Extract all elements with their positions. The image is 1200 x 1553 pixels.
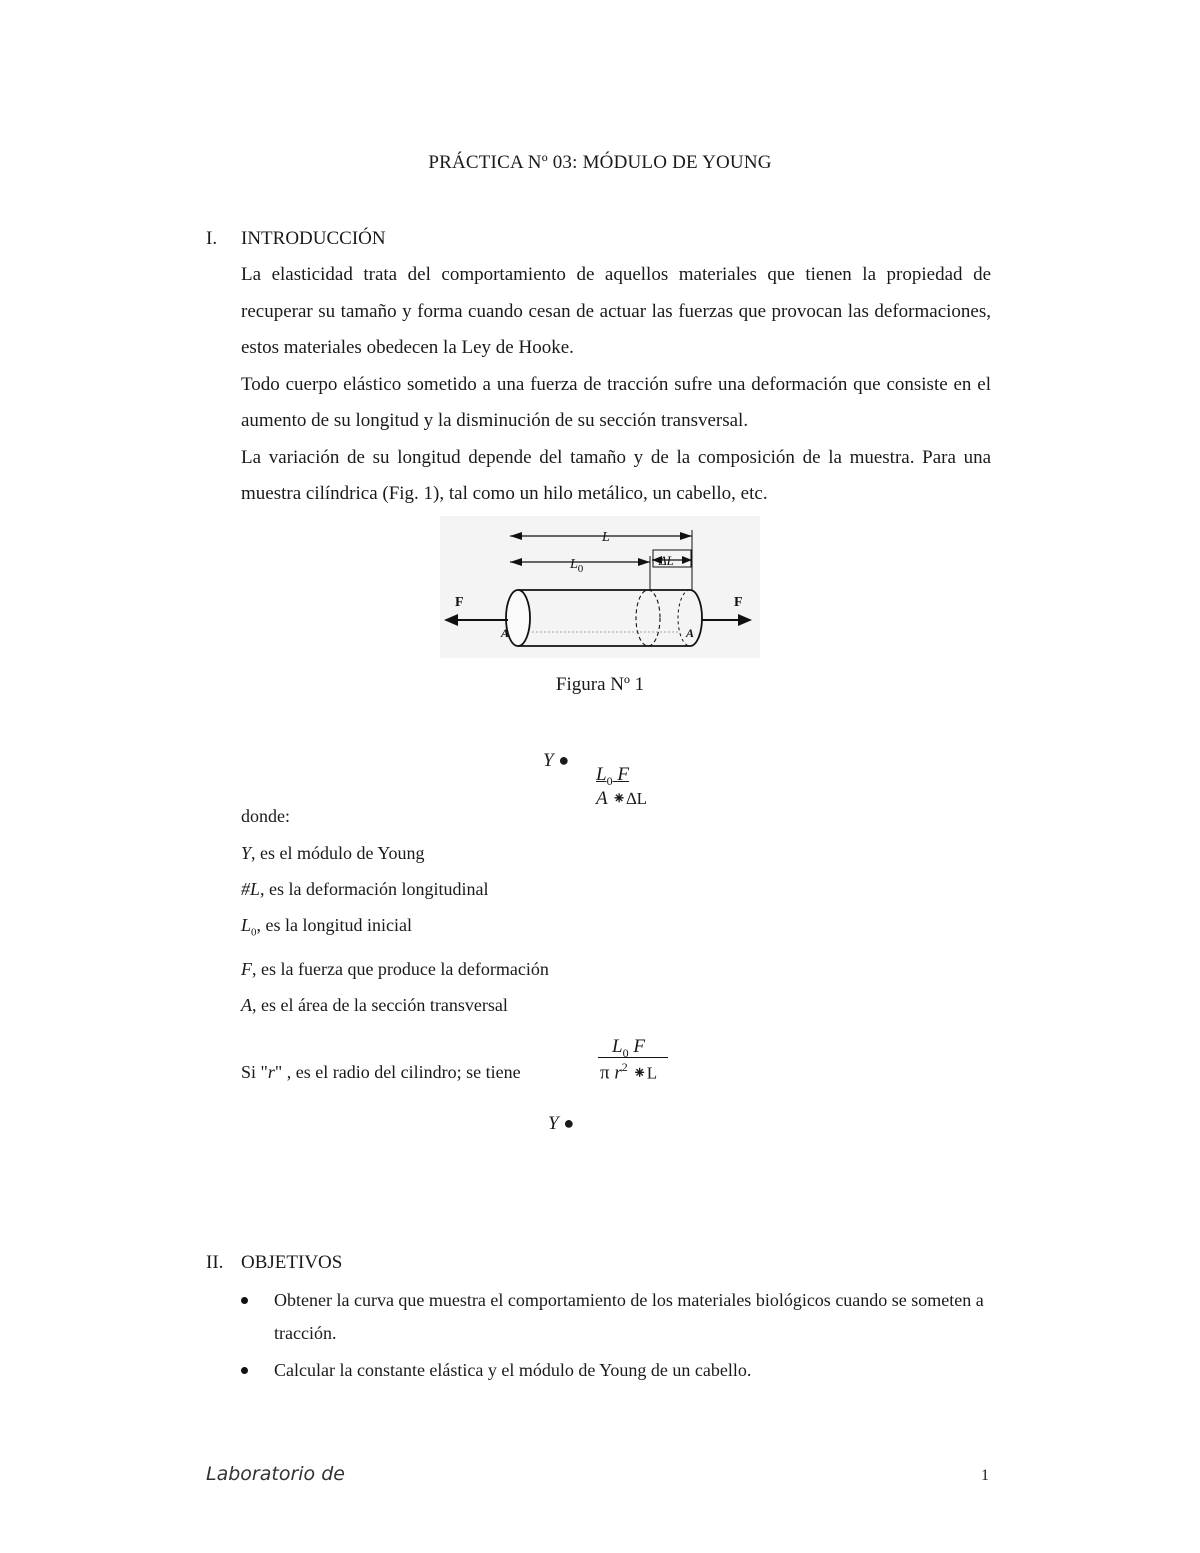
radius-sentence: Si "r" , es el radio del cilindro; se tiene	[241, 1062, 521, 1082]
equation-2-operator: ●	[563, 1113, 575, 1133]
force-label-right: F	[734, 595, 743, 610]
area-label-left: A	[501, 626, 510, 640]
intro-paragraph-1: La elasticidad trata del comportamiento de aquellos materiales que tienen la propiedad de recuperar su tamaño y forma cuando cesan de actuar las fuerzas que provocan las deformaciones, estos materiales obedecen la Ley de Hooke.	[241, 264, 991, 358]
definition-item: F, es la fuerza que produce la deformación	[241, 958, 549, 979]
page-title: PRÁCTICA Nº 03: MÓDULO DE YOUNG	[428, 152, 772, 173]
intro-text	[241, 257, 991, 513]
footer-lab-label: Laboratorio de	[206, 1463, 345, 1485]
force-label-left: F	[455, 595, 464, 610]
section-2-heading: OBJETIVOS	[241, 1252, 343, 1273]
bullet-icon	[241, 1297, 248, 1304]
equation-1-lhs: Y ●	[543, 750, 570, 771]
section-1-heading: INTRODUCCIÓN	[241, 228, 386, 249]
donde-label: donde:	[241, 806, 290, 826]
dimension-dL-label: ΔL	[659, 553, 674, 568]
objectives-list	[241, 1284, 1001, 1391]
equation-1-operator: ●	[558, 750, 570, 770]
page-number: 1	[981, 1467, 989, 1484]
objective-item: Calcular la constante elástica y el módulo de Young de un cabello.	[241, 1354, 1001, 1387]
dimension-L0-label: $L_0$	[570, 557, 584, 575]
area-label-right: A	[686, 626, 695, 640]
equation-1-denominator: A ⁕∆L	[596, 788, 648, 809]
cylinder-left-end	[506, 590, 530, 646]
definition-item: #L, es la deformación longitudinal	[241, 879, 489, 899]
bullet-icon	[241, 1367, 248, 1374]
figure-caption: Figura Nº 1	[555, 674, 645, 695]
equation-2-denominator: π $r^2$ ⁕L	[600, 1060, 658, 1084]
objective-item: Obtener la curva que muestra el comportamiento de los materiales biológicos cuando se someten a tracción.	[241, 1284, 1001, 1350]
intro-paragraph-3: La variación de su longitud depende del tamaño y de la composición de la muestra. Para una muestra cilíndrica (Fig. 1), tal como un hilo metálico, un cabello, etc.	[241, 446, 991, 504]
cylinder-figure	[440, 516, 760, 658]
equation-2-lhs: Y ●	[548, 1113, 575, 1134]
definition-item: Y, es el módulo de Young	[241, 843, 425, 863]
equation-1-numerator: $L_0$ F	[596, 764, 629, 788]
equation-2-fraction-bar	[598, 1057, 668, 1058]
definition-item: A, es el área de la sección transversal	[241, 994, 508, 1015]
definition-item: $L_0$, es la longitud inicial	[241, 915, 412, 939]
definition-list	[241, 835, 549, 1023]
intro-paragraph-2: Todo cuerpo elástico sometido a una fuerza de tracción sufre una deformación que consiste en el aumento de su longitud y la disminución de su sección transversal.	[241, 373, 991, 431]
equation-2-numerator: $L_0$ F	[612, 1036, 645, 1060]
figure-background	[440, 516, 760, 658]
dimension-L-label: L	[602, 530, 610, 545]
section-1-number: I.	[206, 228, 218, 249]
section-2-number: II.	[206, 1252, 224, 1273]
